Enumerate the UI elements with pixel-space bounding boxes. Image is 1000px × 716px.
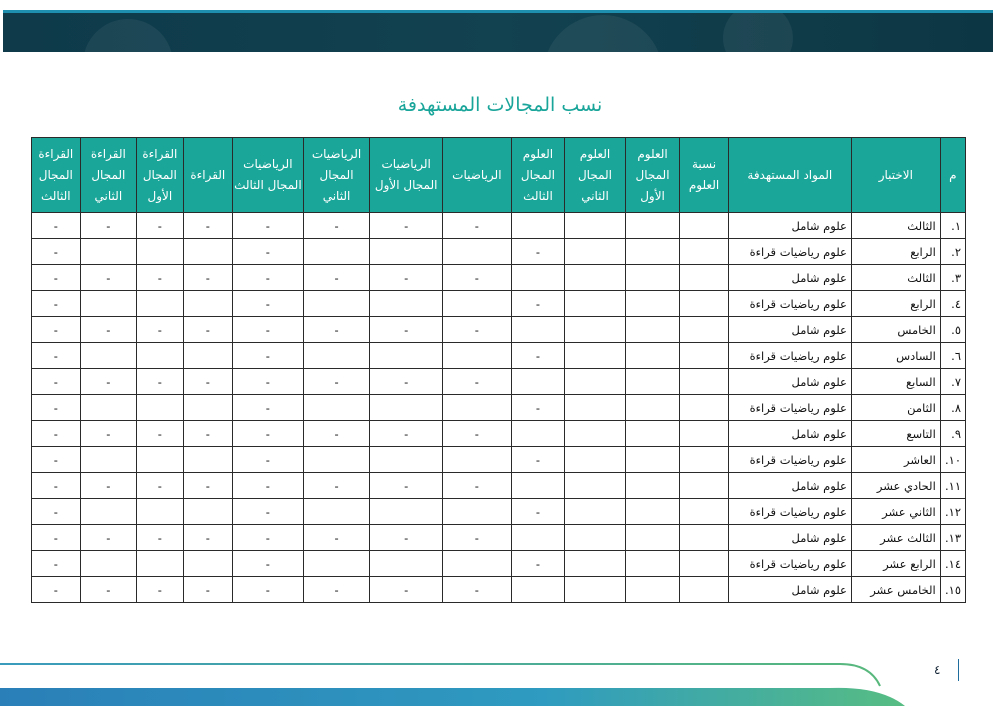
domain-cell: - [32,577,81,603]
table-row [32,577,966,603]
row-number: ١٥. [940,577,965,603]
test-stage: السادس [851,343,940,369]
domain-cell: - [303,213,370,239]
domain-cell: - [183,369,232,395]
column-header: الاختبار [851,138,940,213]
domain-cell [565,421,626,447]
domain-cell: - [32,395,81,421]
domain-cell: - [303,317,370,343]
domain-cell [625,265,680,291]
domain-cell: - [32,265,81,291]
domain-cell [625,577,680,603]
domain-cell [511,265,565,291]
domain-cell [625,369,680,395]
domain-cell: - [370,473,443,499]
domain-cell: - [183,473,232,499]
footer-decoration [0,656,1000,716]
domain-cell [625,213,680,239]
domain-cell: - [233,213,304,239]
target-subjects: علوم شامل [728,317,851,343]
domain-cell: - [80,577,137,603]
table-row [32,343,966,369]
domain-cell: - [32,551,81,577]
test-stage: الخامس [851,317,940,343]
domain-cell: - [183,317,232,343]
domain-cell [443,447,512,473]
domain-cell: - [233,577,304,603]
domain-cell [370,551,443,577]
page-title: نسب المجالات المستهدفة [397,94,603,116]
domain-cell [565,239,626,265]
domain-cell [80,499,137,525]
domain-cell [565,343,626,369]
domain-cell [370,447,443,473]
domain-cell [511,317,565,343]
domain-cell [680,343,728,369]
column-header: القراءة المجال الثالث [32,138,81,213]
domain-cell [137,291,183,317]
target-subjects: علوم شامل [728,421,851,447]
domain-cell: - [137,473,183,499]
domain-cell [680,213,728,239]
domain-cell: - [80,525,137,551]
target-subjects: علوم شامل [728,369,851,395]
test-stage: الحادي عشر [851,473,940,499]
test-stage: السابع [851,369,940,395]
target-subjects: علوم شامل [728,265,851,291]
domain-cell [565,473,626,499]
row-number: ٩. [940,421,965,447]
domain-cell [303,447,370,473]
domain-cell: - [80,317,137,343]
domain-cell: - [32,473,81,499]
row-number: ١. [940,213,965,239]
domain-cell [370,291,443,317]
table-row [32,395,966,421]
domain-cell: - [183,577,232,603]
target-subjects: علوم شامل [728,473,851,499]
domain-cell [565,525,626,551]
domain-cell: - [233,499,304,525]
domain-cell [183,239,232,265]
domain-cell: - [370,213,443,239]
domain-cell: - [511,499,565,525]
domain-cell [565,577,626,603]
domain-cell [565,369,626,395]
domain-cell: - [511,291,565,317]
table-row [32,473,966,499]
target-subjects: علوم رياضيات قراءة [728,551,851,577]
table-row [32,421,966,447]
domain-cell: - [443,317,512,343]
domain-cell [303,551,370,577]
domain-cell [680,421,728,447]
domain-cell [303,291,370,317]
domain-cell [303,239,370,265]
domain-cell: - [511,551,565,577]
domain-cell [565,317,626,343]
domain-cell: - [443,473,512,499]
domain-cell [625,551,680,577]
column-header: القراءة المجال الأول [137,138,183,213]
domain-cell [183,395,232,421]
domain-cell [80,447,137,473]
domain-cell [443,395,512,421]
row-number: ٥. [940,317,965,343]
domain-cell: - [32,317,81,343]
domain-cell [680,265,728,291]
column-header: العلوم المجال الثاني [565,138,626,213]
row-number: ١٠. [940,447,965,473]
test-stage: الثالث عشر [851,525,940,551]
row-number: ٦. [940,343,965,369]
domain-cell [680,447,728,473]
top-banner [3,10,993,52]
domain-cell: - [233,551,304,577]
domain-cell: - [233,291,304,317]
domain-cell [183,447,232,473]
domain-cell: - [80,421,137,447]
domain-cell [183,499,232,525]
row-number: ٧. [940,369,965,395]
targeted-domains-table [31,137,966,603]
domain-cell [137,499,183,525]
domain-cell: - [233,473,304,499]
target-subjects: علوم رياضيات قراءة [728,291,851,317]
column-header: المواد المستهدفة [728,138,851,213]
domain-cell: - [183,265,232,291]
domain-cell: - [32,447,81,473]
domain-cell: - [32,499,81,525]
domain-cell [80,291,137,317]
domain-cell [303,343,370,369]
domain-cell: - [32,525,81,551]
domain-cell [183,291,232,317]
domain-cell: - [80,265,137,291]
domain-cell [443,343,512,369]
domain-cell: - [443,265,512,291]
column-header: القراءة [183,138,232,213]
domain-cell: - [137,525,183,551]
domain-cell: - [303,525,370,551]
domain-cell [625,499,680,525]
table-row [32,239,966,265]
domain-cell [625,447,680,473]
domain-cell: - [80,213,137,239]
domain-cell [680,369,728,395]
domain-cell [511,369,565,395]
domain-cell: - [233,421,304,447]
row-number: ٤. [940,291,965,317]
test-stage: العاشر [851,447,940,473]
table-row [32,499,966,525]
domain-cell [443,239,512,265]
table-header-row [32,138,966,213]
domain-cell [680,317,728,343]
domain-cell [625,239,680,265]
domain-cell [137,239,183,265]
domain-cell [565,551,626,577]
domain-cell: - [137,369,183,395]
domain-cell [80,343,137,369]
row-number: ١٣. [940,525,965,551]
table-row [32,213,966,239]
domain-cell: - [511,447,565,473]
domain-cell: - [137,577,183,603]
domain-cell [370,395,443,421]
domain-cell [183,343,232,369]
domain-cell [625,343,680,369]
test-stage: الخامس عشر [851,577,940,603]
row-number: ٣. [940,265,965,291]
test-stage: الرابع [851,291,940,317]
domain-cell: - [303,369,370,395]
domain-cell [680,525,728,551]
test-stage: الثالث [851,213,940,239]
domain-cell [137,551,183,577]
table-row [32,551,966,577]
table-row [32,369,966,395]
column-header: الرياضيات المجال الثاني [303,138,370,213]
table-row [32,525,966,551]
domain-cell: - [370,421,443,447]
test-stage: الثاني عشر [851,499,940,525]
domain-cell: - [443,213,512,239]
domain-cell [680,473,728,499]
domain-cell [565,213,626,239]
domain-cell: - [233,369,304,395]
domain-cell [137,343,183,369]
domain-cell: - [32,343,81,369]
column-header: الرياضيات [443,138,512,213]
column-header: الرياضيات المجال الثالث [233,138,304,213]
table-row [32,265,966,291]
domain-cell [680,395,728,421]
domain-cell: - [183,525,232,551]
domain-cell [80,239,137,265]
domain-cell [370,499,443,525]
target-subjects: علوم رياضيات قراءة [728,447,851,473]
domain-cell [565,265,626,291]
domain-cell [303,499,370,525]
domain-cell: - [370,577,443,603]
domain-cell [680,577,728,603]
domain-cell [183,551,232,577]
page-number-divider [958,659,959,681]
column-header: العلوم المجال الثالث [511,138,565,213]
domain-cell [680,291,728,317]
domain-cell: - [303,421,370,447]
domain-cell: - [32,291,81,317]
row-number: ٨. [940,395,965,421]
domain-cell: - [80,473,137,499]
domain-cell [443,551,512,577]
domain-cell: - [183,421,232,447]
column-header: م [940,138,965,213]
test-stage: الرابع عشر [851,551,940,577]
domain-cell [625,473,680,499]
target-subjects: علوم رياضيات قراءة [728,395,851,421]
domain-cell: - [303,577,370,603]
domain-cell [565,291,626,317]
domain-cell: - [233,317,304,343]
domain-cell: - [32,239,81,265]
domain-cell: - [511,239,565,265]
target-subjects: علوم رياضيات قراءة [728,343,851,369]
domain-cell [565,447,626,473]
domain-cell: - [233,447,304,473]
domain-cell: - [137,265,183,291]
domain-cell: - [233,265,304,291]
target-subjects: علوم شامل [728,577,851,603]
target-subjects: علوم رياضيات قراءة [728,499,851,525]
domain-cell: - [233,239,304,265]
domain-cell [511,473,565,499]
test-stage: الثامن [851,395,940,421]
domain-cell [625,395,680,421]
domain-cell [565,395,626,421]
table-row [32,447,966,473]
domain-cell: - [32,213,81,239]
row-number: ١٤. [940,551,965,577]
domain-cell [137,395,183,421]
domain-cell [511,421,565,447]
domain-cell: - [443,369,512,395]
domain-cell [625,421,680,447]
column-header: الرياضيات المجال الأول [370,138,443,213]
domain-cell [511,525,565,551]
domain-cell: - [443,421,512,447]
domain-cell [370,343,443,369]
domain-cell: - [233,395,304,421]
target-subjects: علوم شامل [728,213,851,239]
domain-cell: - [443,525,512,551]
domain-cell [625,317,680,343]
domain-cell [80,395,137,421]
domain-cell: - [137,421,183,447]
domain-cell [625,525,680,551]
domain-cell: - [370,525,443,551]
domain-cell: - [303,473,370,499]
domain-cell: - [32,421,81,447]
target-subjects: علوم رياضيات قراءة [728,239,851,265]
domain-cell: - [511,395,565,421]
domain-cell: - [443,577,512,603]
domain-cell: - [233,525,304,551]
domain-cell: - [183,213,232,239]
domain-cell [511,213,565,239]
domain-cell [680,551,728,577]
domain-cell [370,239,443,265]
domain-cell [443,499,512,525]
domain-cell: - [233,343,304,369]
domain-cell: - [370,369,443,395]
test-stage: التاسع [851,421,940,447]
domain-cell: - [370,317,443,343]
page-number: ٤ [934,663,941,677]
domain-cell [680,239,728,265]
test-stage: الرابع [851,239,940,265]
row-number: ٢. [940,239,965,265]
domain-cell: - [137,317,183,343]
target-subjects: علوم شامل [728,525,851,551]
domain-cell: - [303,265,370,291]
column-header: القراءة المجال الثاني [80,138,137,213]
domain-cell [137,447,183,473]
column-header: نسبة العلوم [680,138,728,213]
domain-cell: - [370,265,443,291]
row-number: ١٢. [940,499,965,525]
domain-cell [565,499,626,525]
test-stage: الثالث [851,265,940,291]
column-header: العلوم المجال الأول [625,138,680,213]
domain-cell: - [32,369,81,395]
row-number: ١١. [940,473,965,499]
table-row [32,317,966,343]
domain-cell [80,551,137,577]
domain-cell [511,577,565,603]
domain-cell: - [80,369,137,395]
domain-cell: - [511,343,565,369]
domain-cell [625,291,680,317]
domain-cell: - [137,213,183,239]
domain-cell [680,499,728,525]
domain-cell [443,291,512,317]
table-row [32,291,966,317]
domain-cell [303,395,370,421]
